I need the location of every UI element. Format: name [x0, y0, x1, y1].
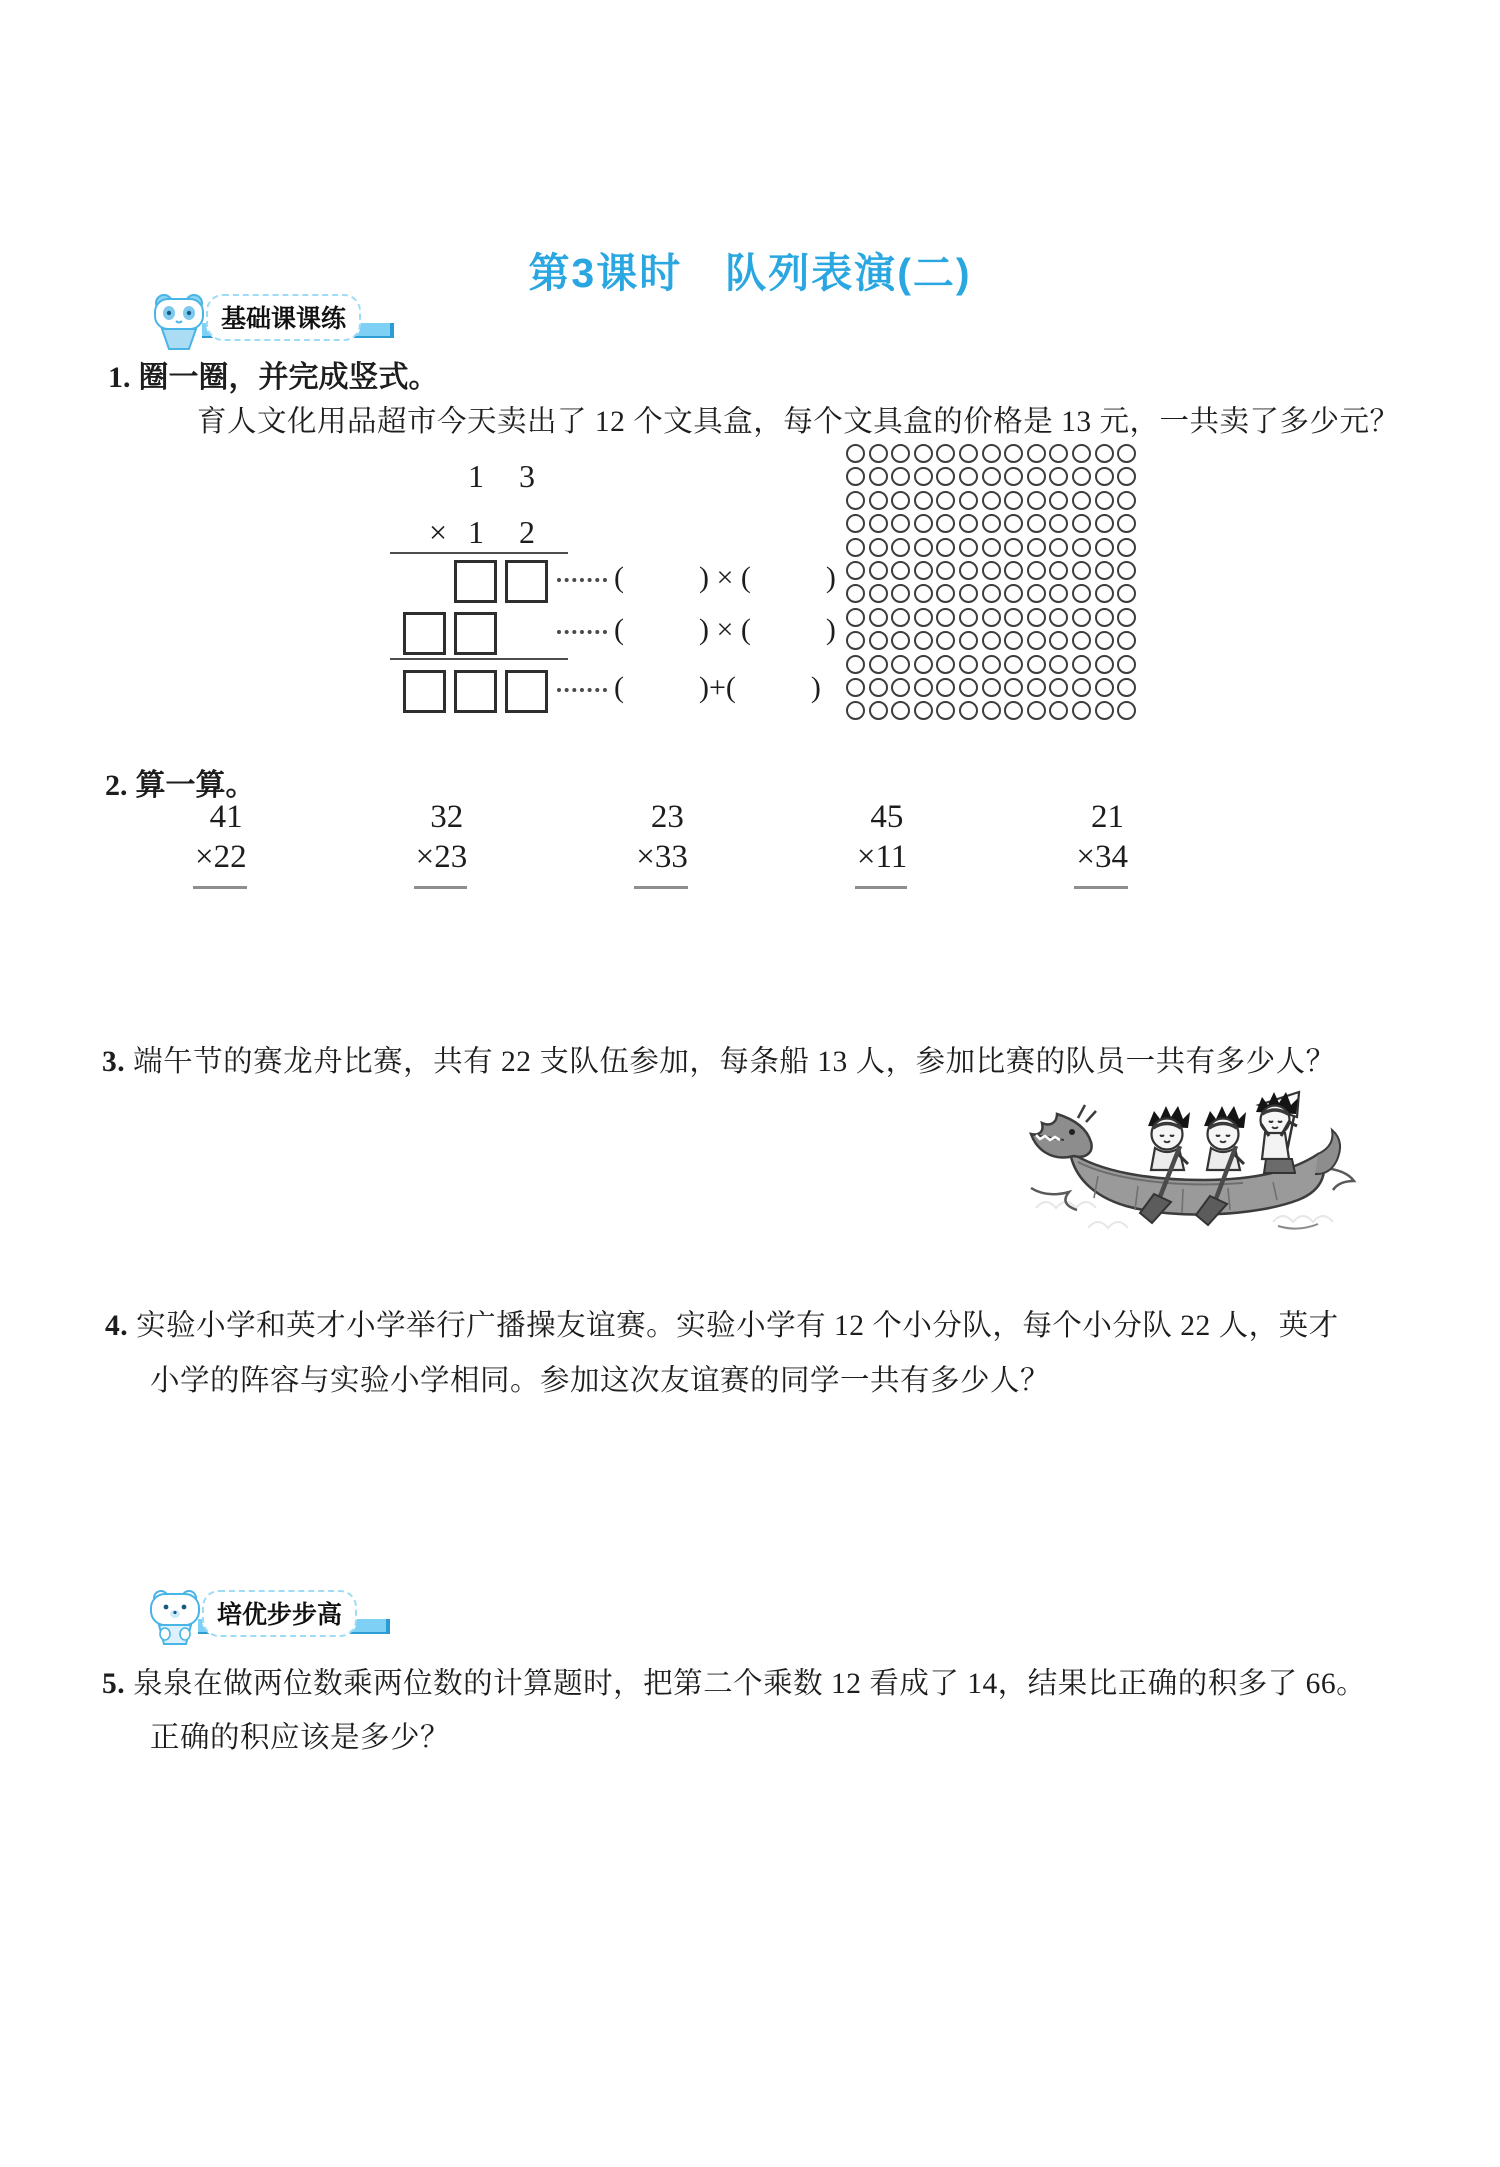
q4-line2: 小学的阵容与实验小学相同。参加这次友谊赛的同学一共有多少人？ — [150, 1365, 1051, 1397]
counting-circle — [1117, 514, 1136, 533]
counting-circle — [1049, 467, 1068, 486]
counting-circle — [936, 561, 955, 580]
counting-circle — [1027, 561, 1046, 580]
counting-circle — [1117, 701, 1136, 720]
answer-box — [403, 612, 446, 655]
counting-circle — [1004, 631, 1023, 650]
q3-number: 3. — [102, 1046, 126, 1078]
counting-circle — [1049, 631, 1068, 650]
counting-circle — [846, 584, 865, 603]
counting-circle — [1027, 467, 1046, 486]
counting-circle — [1049, 538, 1068, 557]
counting-circle — [914, 514, 933, 533]
counting-circle — [936, 514, 955, 533]
counting-circle — [1027, 538, 1046, 557]
counting-circle — [891, 491, 910, 510]
counting-circle — [1117, 561, 1136, 580]
counting-circle — [1049, 444, 1068, 463]
counting-circle — [891, 655, 910, 674]
counting-circle — [891, 538, 910, 557]
multiplication-problem — [634, 797, 688, 889]
q3-text: 端午节的赛龙舟比赛，共有 22 支队伍参加，每条船 13 人，参加比赛的队员一共有多少人？ — [133, 1046, 1336, 1078]
q5-line2: 正确的积应该是多少？ — [150, 1722, 451, 1754]
counting-circle — [959, 467, 978, 486]
counting-circle — [891, 467, 910, 486]
q1-body: 育人文化用品超市今天卖出了 12 个文具盒，每个文具盒的价格是 13 元，一共卖了多少元？ — [197, 406, 1400, 438]
counting-circle — [959, 655, 978, 674]
counting-circle — [1117, 608, 1136, 627]
counting-circle — [914, 491, 933, 510]
multiplicand: 23 — [650, 799, 684, 835]
counting-circle — [914, 655, 933, 674]
counting-circle — [959, 678, 978, 697]
counting-circle — [959, 538, 978, 557]
multiplication-problem — [1074, 797, 1128, 889]
counting-circle — [1072, 584, 1091, 603]
answer-box — [454, 560, 497, 603]
counting-circle — [1004, 491, 1023, 510]
counting-circle — [1072, 538, 1091, 557]
counting-circle — [914, 678, 933, 697]
q1-heading — [108, 352, 439, 396]
counting-circle — [846, 655, 865, 674]
multiplicand: 41 — [209, 799, 243, 835]
q2-prompt: 算一算。 — [135, 769, 256, 802]
counting-circle — [846, 467, 865, 486]
counting-circle — [1027, 444, 1046, 463]
counting-circle — [1072, 701, 1091, 720]
counting-circle — [1027, 655, 1046, 674]
counting-circle — [914, 631, 933, 650]
rule-line — [390, 552, 568, 554]
counting-circle — [1027, 631, 1046, 650]
counting-circle — [982, 678, 1001, 697]
counting-circle — [1117, 491, 1136, 510]
counting-circle — [891, 608, 910, 627]
counting-circle — [1004, 584, 1023, 603]
q1-prompt: 圈一圈，并完成竖式。 — [138, 361, 439, 394]
counting-circle — [891, 631, 910, 650]
multiplicand-ones: 3 — [519, 458, 535, 494]
counting-circle — [959, 491, 978, 510]
counting-circle — [1072, 561, 1091, 580]
counting-circle — [869, 491, 888, 510]
counting-circle — [982, 655, 1001, 674]
counting-circle — [1004, 467, 1023, 486]
counting-circle — [936, 631, 955, 650]
counting-circle — [982, 631, 1001, 650]
counting-circle — [959, 514, 978, 533]
multiplicand: 32 — [430, 799, 464, 835]
counting-circle — [982, 467, 1001, 486]
counting-circle — [891, 561, 910, 580]
counting-circle — [1117, 631, 1136, 650]
counting-circle — [1095, 678, 1114, 697]
multiplier-ones: 2 — [519, 514, 535, 550]
panda-icon — [152, 294, 206, 350]
counting-circle — [869, 701, 888, 720]
section-badge-basic — [152, 294, 412, 352]
q2-number: 2. — [105, 769, 128, 802]
q2-problems — [193, 797, 1128, 889]
counting-circle — [1049, 701, 1068, 720]
counting-circle — [1095, 608, 1114, 627]
counting-circle — [1117, 467, 1136, 486]
counting-circle — [936, 608, 955, 627]
multiplier-row: ×33 — [634, 837, 688, 888]
counting-circle — [1095, 444, 1114, 463]
counting-circle — [846, 514, 865, 533]
counting-circle — [1095, 467, 1114, 486]
counting-circle — [846, 561, 865, 580]
counting-grid — [846, 444, 1136, 720]
counting-circle — [869, 608, 888, 627]
counting-circle — [1095, 655, 1114, 674]
counting-circle — [1095, 561, 1114, 580]
counting-circle — [959, 561, 978, 580]
answer-box — [505, 670, 548, 713]
counting-circle — [959, 444, 978, 463]
q4-number: 4. — [105, 1310, 129, 1342]
counting-circle — [914, 467, 933, 486]
expression-blanks: ( ) × ( ) — [614, 613, 836, 646]
counting-circle — [891, 701, 910, 720]
counting-circle — [846, 538, 865, 557]
counting-circle — [1004, 678, 1023, 697]
counting-circle — [959, 584, 978, 603]
multiplicand: 45 — [870, 799, 904, 835]
counting-circle — [1117, 444, 1136, 463]
multiplication-problem — [414, 797, 468, 889]
multiplicand: 21 — [1090, 799, 1124, 835]
counting-circle — [1095, 491, 1114, 510]
counting-circle — [1072, 678, 1091, 697]
counting-circle — [1004, 538, 1023, 557]
multiplier-row: ×34 — [1074, 837, 1128, 888]
q4-text-line1: 实验小学和英才小学举行广播操友谊赛。实验小学有 12 个小分队，每个小分队 22 人，英才 — [136, 1310, 1339, 1342]
paddler-1 — [1148, 1106, 1190, 1170]
counting-circle — [936, 655, 955, 674]
counting-circle — [1049, 561, 1068, 580]
counting-circle — [1004, 655, 1023, 674]
badge-basic-label: 基础课课练 — [206, 294, 361, 341]
paddler-2 — [1204, 1106, 1246, 1170]
counting-circle — [869, 561, 888, 580]
counting-circle — [1049, 608, 1068, 627]
counting-circle — [982, 584, 1001, 603]
rule-line — [390, 658, 568, 660]
counting-circle — [914, 444, 933, 463]
flag-bearer — [1256, 1092, 1299, 1173]
counting-circle — [1004, 608, 1023, 627]
counting-circle — [936, 538, 955, 557]
counting-circle — [959, 701, 978, 720]
counting-circle — [1095, 701, 1114, 720]
counting-circle — [891, 678, 910, 697]
q5-text-line1: 泉泉在做两位数乘两位数的计算题时，把第二个乘数 12 看成了 14，结果比正确的积多了 66。 — [133, 1668, 1367, 1700]
counting-circle — [1072, 608, 1091, 627]
counting-circle — [1004, 514, 1023, 533]
counting-circle — [1095, 631, 1114, 650]
counting-circle — [1027, 491, 1046, 510]
counting-circle — [1049, 678, 1068, 697]
counting-circle — [846, 631, 865, 650]
counting-circle — [936, 678, 955, 697]
counting-circle — [982, 514, 1001, 533]
multiplication-problem — [193, 797, 247, 889]
q3-line — [102, 1038, 1336, 1080]
badge-advanced-label: 培优步步高 — [202, 1590, 357, 1637]
counting-circle — [1072, 467, 1091, 486]
counting-circle — [959, 608, 978, 627]
counting-circle — [936, 467, 955, 486]
q4-line1 — [105, 1302, 1339, 1344]
counting-circle — [1072, 631, 1091, 650]
multiplier-tens: 1 — [468, 514, 484, 550]
counting-circle — [982, 491, 1001, 510]
counting-circle — [1095, 584, 1114, 603]
dotted-leader — [557, 684, 607, 692]
counting-circle — [869, 538, 888, 557]
q1-number: 1. — [108, 361, 131, 394]
answer-box — [505, 560, 548, 603]
multiplier-row: ×22 — [193, 837, 247, 888]
counting-circle — [1027, 514, 1046, 533]
vertical-multiplication — [390, 450, 836, 750]
counting-circle — [1027, 678, 1046, 697]
counting-circle — [869, 467, 888, 486]
counting-circle — [869, 655, 888, 674]
section-badge-advanced — [148, 1590, 408, 1648]
expression-blanks: ( )+( ) — [614, 671, 821, 704]
expression-blanks: ( ) × ( ) — [614, 561, 836, 594]
counting-circle — [914, 701, 933, 720]
counting-circle — [846, 444, 865, 463]
counting-circle — [869, 631, 888, 650]
multiplier-row: ×11 — [855, 837, 907, 888]
bear-icon — [148, 1590, 202, 1646]
counting-circle — [1072, 655, 1091, 674]
counting-circle — [1027, 701, 1046, 720]
multiplier-row: ×23 — [414, 837, 468, 888]
counting-circle — [1027, 608, 1046, 627]
dragon-tail — [1315, 1130, 1340, 1174]
counting-circle — [914, 608, 933, 627]
counting-circle — [869, 444, 888, 463]
counting-circle — [959, 631, 978, 650]
dotted-leader — [557, 626, 607, 634]
dotted-leader — [557, 574, 607, 582]
counting-circle — [1049, 655, 1068, 674]
multiplicand-tens: 1 — [468, 458, 484, 494]
counting-circle — [936, 584, 955, 603]
counting-circle — [914, 584, 933, 603]
counting-circle — [1049, 514, 1068, 533]
counting-circle — [936, 491, 955, 510]
counting-circle — [1117, 538, 1136, 557]
counting-circle — [1072, 514, 1091, 533]
counting-circle — [1004, 561, 1023, 580]
counting-circle — [982, 608, 1001, 627]
counting-circle — [846, 701, 865, 720]
counting-circle — [1117, 655, 1136, 674]
counting-circle — [982, 561, 1001, 580]
counting-circle — [1027, 584, 1046, 603]
multiplication-problem — [855, 797, 907, 889]
answer-box — [403, 670, 446, 713]
counting-circle — [891, 514, 910, 533]
counting-circle — [869, 584, 888, 603]
q5-line1 — [102, 1660, 1366, 1702]
counting-circle — [936, 701, 955, 720]
counting-circle — [846, 678, 865, 697]
counting-circle — [1072, 444, 1091, 463]
answer-box — [454, 612, 497, 655]
counting-circle — [936, 444, 955, 463]
counting-circle — [846, 608, 865, 627]
counting-circle — [1095, 514, 1114, 533]
counting-circle — [1049, 491, 1068, 510]
counting-circle — [1049, 584, 1068, 603]
counting-circle — [1095, 538, 1114, 557]
counting-circle — [982, 444, 1001, 463]
counting-circle — [1004, 444, 1023, 463]
page-title: 第3课时 队列表演(二) — [528, 250, 972, 296]
answer-box — [454, 670, 497, 713]
q5-number: 5. — [102, 1668, 126, 1700]
counting-circle — [891, 444, 910, 463]
counting-circle — [914, 538, 933, 557]
dragon-boat-illustration — [1028, 1076, 1363, 1244]
counting-circle — [1117, 584, 1136, 603]
counting-circle — [891, 584, 910, 603]
counting-circle — [1117, 678, 1136, 697]
counting-circle — [846, 491, 865, 510]
counting-circle — [1072, 491, 1091, 510]
counting-circle — [982, 538, 1001, 557]
wave-bottom — [1278, 1224, 1318, 1229]
counting-circle — [869, 514, 888, 533]
counting-circle — [869, 678, 888, 697]
counting-circle — [982, 701, 1001, 720]
counting-circle — [914, 561, 933, 580]
counting-circle — [1004, 701, 1023, 720]
times-sign: × — [428, 514, 448, 550]
